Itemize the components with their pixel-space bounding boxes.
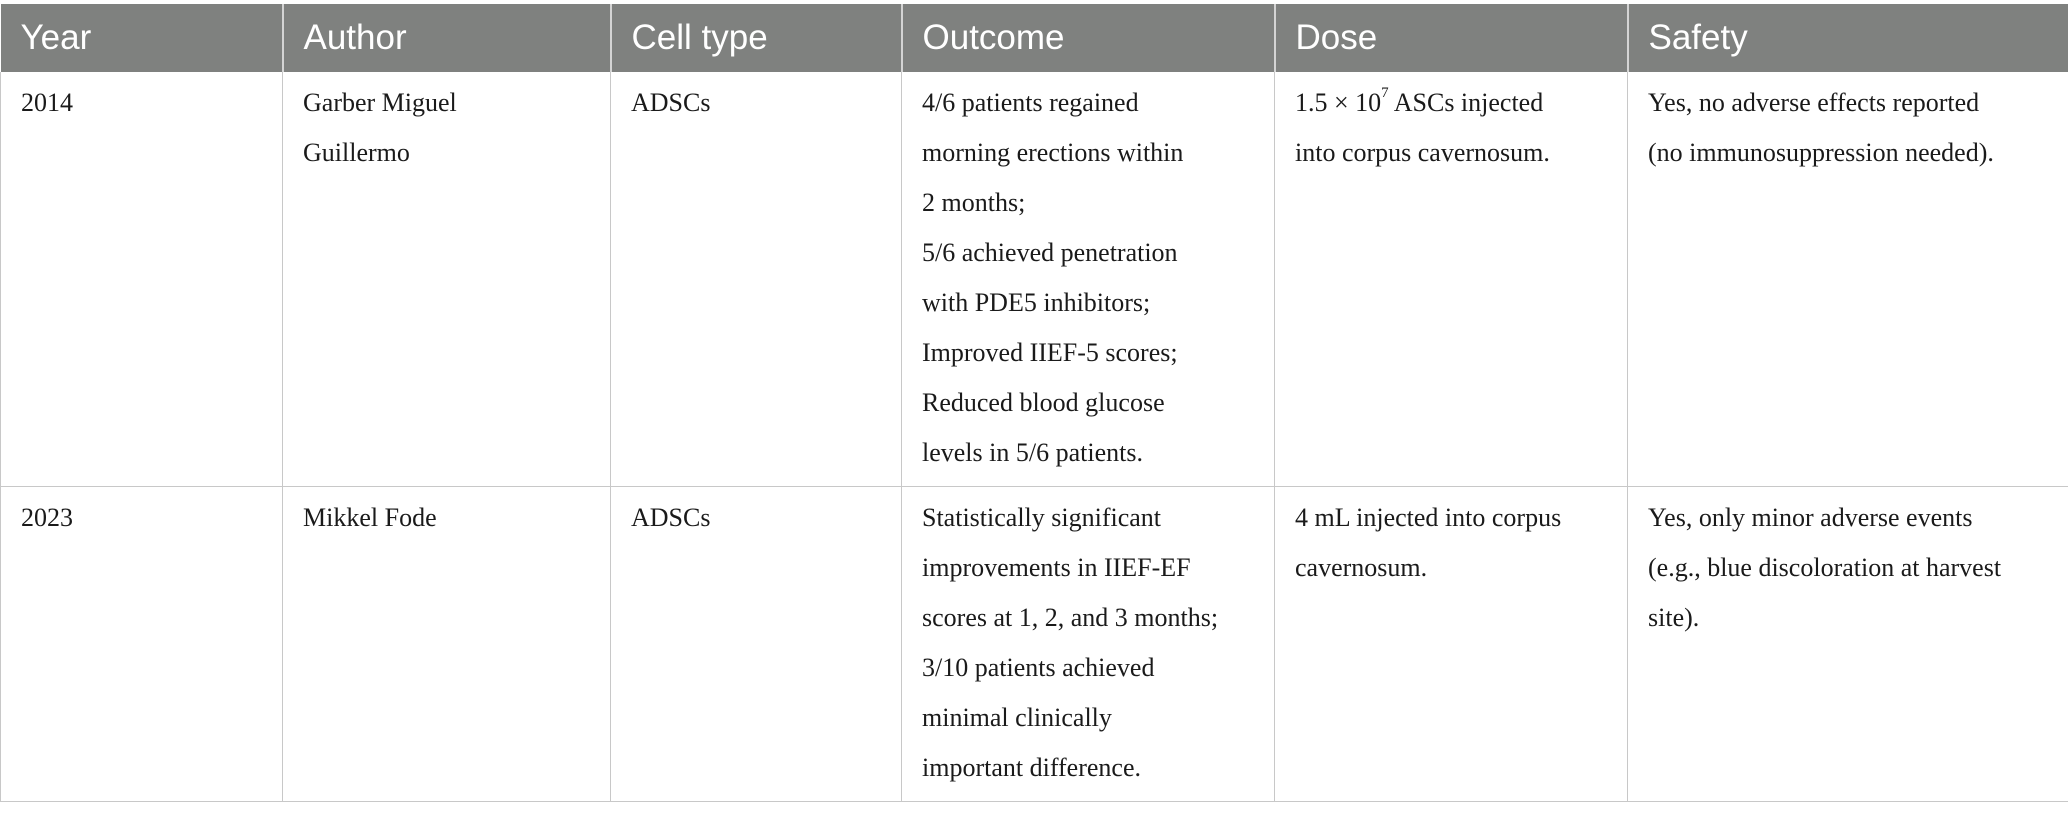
outcome-line: 3/10 patients achieved xyxy=(922,653,1155,682)
safety-line: Yes, no adverse effects reported xyxy=(1648,88,1980,117)
outcome-line: Reduced blood glucose xyxy=(922,388,1165,417)
outcome-line: important difference. xyxy=(922,753,1141,782)
dose-line: cavernosum. xyxy=(1295,553,1428,582)
outcome-line: 2 months; xyxy=(922,188,1026,217)
table-row xyxy=(1,487,2068,802)
outcome-line: scores at 1, 2, and 3 months; xyxy=(922,603,1219,632)
cell-cell-type: ADSCs xyxy=(611,72,902,487)
author-line: Guillermo xyxy=(303,138,410,167)
outcome-line: 5/6 achieved penetration xyxy=(922,238,1178,267)
column-header-safety: Safety xyxy=(1628,4,2068,72)
outcome-line: Statistically significant xyxy=(922,503,1162,532)
dose-line xyxy=(1295,78,1617,128)
cell-cell-type: ADSCs xyxy=(611,487,902,802)
studies-table-container xyxy=(0,4,2068,802)
column-header-author: Author xyxy=(283,4,611,72)
safety-line: Yes, only minor adverse events xyxy=(1648,503,1973,532)
author-line: Garber Miguel xyxy=(303,88,457,117)
column-header-cell-type: Cell type xyxy=(611,4,902,72)
author-line: Mikkel Fode xyxy=(303,503,437,532)
dose-line: 4 mL injected into corpus xyxy=(1295,503,1562,532)
cell-year: 2014 xyxy=(1,72,283,487)
studies-table xyxy=(0,4,2068,802)
cell-author xyxy=(283,487,611,802)
outcome-line: minimal clinically xyxy=(922,703,1112,732)
outcome-line: Improved IIEF-5 scores; xyxy=(922,338,1178,367)
cell-year: 2023 xyxy=(1,487,283,802)
cell-author xyxy=(283,72,611,487)
table-body xyxy=(1,72,2068,802)
table-header xyxy=(1,4,2068,72)
column-header-dose: Dose xyxy=(1275,4,1628,72)
dose-exponent: 7 xyxy=(1381,85,1389,102)
cell-dose xyxy=(1275,487,1628,802)
dose-unit: ASCs injected xyxy=(1388,88,1544,117)
outcome-line: improvements in IIEF-EF xyxy=(922,553,1191,582)
outcome-line: morning erections within xyxy=(922,138,1184,167)
cell-dose xyxy=(1275,72,1628,487)
outcome-line: with PDE5 inhibitors; xyxy=(922,288,1151,317)
cell-safety xyxy=(1628,487,2068,802)
cell-safety xyxy=(1628,72,2068,487)
safety-line: site). xyxy=(1648,603,1700,632)
dose-line: into corpus cavernosum. xyxy=(1295,138,1550,167)
outcome-line: levels in 5/6 patients. xyxy=(922,438,1143,467)
outcome-line: 4/6 patients regained xyxy=(922,88,1139,117)
safety-line: (no immunosuppression needed). xyxy=(1648,138,1994,167)
column-header-outcome: Outcome xyxy=(902,4,1275,72)
header-row xyxy=(1,4,2068,72)
cell-outcome xyxy=(902,487,1275,802)
column-header-year: Year xyxy=(1,4,283,72)
safety-line: (e.g., blue discoloration at harvest xyxy=(1648,553,2002,582)
cell-outcome xyxy=(902,72,1275,487)
table-row xyxy=(1,72,2068,487)
dose-value: 1.5 × 10 xyxy=(1295,88,1382,117)
